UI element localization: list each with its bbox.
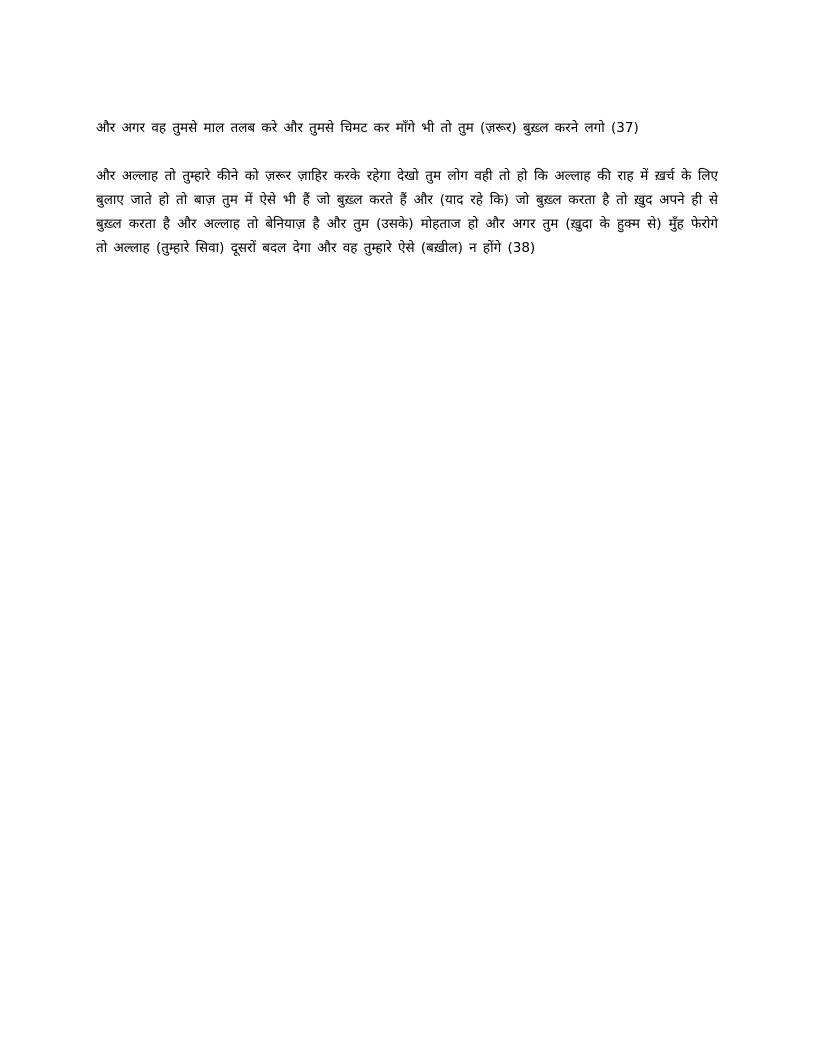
verse-37-paragraph: और अगर वह तुमसे माल तलब करे और तुमसे चिमट कर माँगे भी तो तुम (ज़रूर) बुख़्ल करने लगो (37) [96,120,639,136]
verse-38-paragraph: और अल्लाह तो तुम्हारे कीने को ज़रूर ज़ाहिर करके रहेगा देखो तुम लोग वही तो हो कि अल्लाह की राह में ख़र्च के लिए बुलाए जाते हो तो बाज़ तुम में ऐसे भी हैं जो बुख़्ल करते हैं और (याद रहे कि) जो बुख़्ल करता है तो ख़ुद अपने ही से बुख़्ल करता है और अल्लाह तो बेनियाज़ है और तुम (उसके) मोहताज हो और अगर तुम (ख़ुदा के हुक्म से) मुँह फेरोगे तो अल्लाह (तुम्हारे सिवा) दूसरों बदल देगा और वह तुम्हारे ऐसे (बख़ील) न होंगे (38) [96,168,718,256]
document-page [96,116,718,284]
